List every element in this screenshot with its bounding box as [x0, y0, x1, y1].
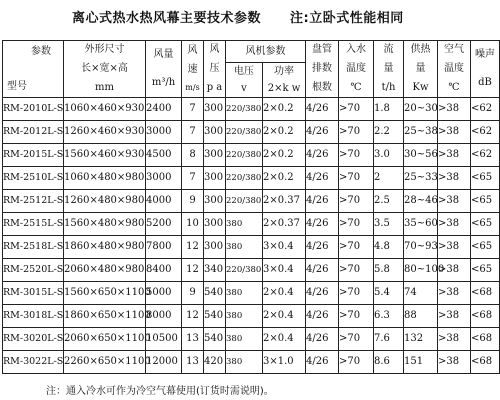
cell-noise: <68 — [471, 328, 500, 351]
cell-air-temp: >38 — [438, 236, 471, 259]
cell-air-temp: >38 — [438, 328, 471, 351]
cell-pressure: 420 — [204, 351, 226, 374]
cell-speed: 12 — [182, 259, 204, 282]
header-power-unit: 2×k w — [267, 82, 301, 94]
cell-pressure: 300 — [204, 213, 226, 236]
header-heat-unit: Kw — [412, 81, 429, 93]
cell-noise: <68 — [471, 305, 500, 328]
header-airflow-label: 风量 — [153, 49, 174, 60]
cell-voltage: 380 — [226, 236, 263, 259]
cell-heat: 88 — [404, 305, 438, 328]
header-pressure-label-2: 压 — [209, 62, 220, 74]
cell-heat: 80~100 — [404, 259, 438, 282]
cell-model: RM-2010L-S — [3, 98, 64, 121]
cell-airflow: 10500 — [146, 328, 182, 351]
cell-heat: 151 — [404, 351, 438, 374]
cell-size: 1560×650×1100 — [64, 282, 146, 305]
cell-flow: 3.0 — [374, 144, 404, 167]
cell-inlet-temp: >70 — [339, 144, 374, 167]
cell-coil: 4/26 — [306, 305, 339, 328]
cell-size: 2060×650×1100 — [64, 328, 146, 351]
cell-coil: 4/26 — [306, 282, 339, 305]
table-row — [3, 282, 500, 305]
cell-speed: 9 — [182, 282, 204, 305]
cell-air-temp: >38 — [438, 259, 471, 282]
cell-pressure: 300 — [204, 144, 226, 167]
cell-noise: <68 — [471, 351, 500, 374]
header-size — [64, 41, 146, 98]
cell-model: RM-2518L-S — [3, 236, 64, 259]
header-coil-tubes: 根数 — [312, 81, 332, 93]
header-heat-label-1: 供热 — [410, 44, 431, 56]
cell-flow: 5.8 — [374, 259, 404, 282]
table-row — [3, 167, 500, 190]
header-speed-label-2: 速 — [187, 63, 198, 75]
cell-airflow: 4500 — [146, 144, 182, 167]
cell-voltage: 220/380 — [226, 144, 263, 167]
cell-coil: 4/26 — [306, 259, 339, 282]
header-inlet-temp-unit: ℃ — [350, 81, 362, 93]
header-air-temp-unit: ℃ — [448, 81, 460, 93]
cell-model: RM-3015L-S — [3, 282, 64, 305]
cell-inlet-temp: >70 — [339, 167, 374, 190]
table-body — [3, 98, 500, 374]
table-row — [3, 121, 500, 144]
cell-model: RM-3020L-S — [3, 328, 64, 351]
document-title: 离心式热水热风幕主要技术参数 — [72, 11, 262, 26]
header-size-unit: mm — [95, 81, 114, 93]
cell-air-temp: >38 — [438, 282, 471, 305]
header-airflow-unit: m³/h — [151, 77, 176, 88]
cell-flow: 2 — [374, 167, 404, 190]
header-pressure — [204, 41, 226, 98]
table-row — [3, 305, 500, 328]
cell-model: RM-2510L-S — [3, 167, 64, 190]
cell-speed: 7 — [182, 121, 204, 144]
cell-heat: 25~33 — [404, 167, 438, 190]
cell-power: 2×0.2 — [263, 121, 306, 144]
cell-inlet-temp: >70 — [339, 351, 374, 374]
cell-speed: 10 — [182, 213, 204, 236]
cell-coil: 4/26 — [306, 213, 339, 236]
cell-air-temp: >38 — [438, 144, 471, 167]
cell-inlet-temp: >70 — [339, 236, 374, 259]
spec-table — [2, 40, 500, 374]
cell-voltage: 220/380 — [226, 259, 263, 282]
cell-flow: 3.5 — [374, 213, 404, 236]
cell-power: 2×0.4 — [263, 305, 306, 328]
cell-flow: 2.2 — [374, 121, 404, 144]
header-coil — [306, 41, 339, 98]
table-row — [3, 236, 500, 259]
cell-pressure: 340 — [204, 259, 226, 282]
cell-model: RM-2012L-S — [3, 121, 64, 144]
cell-noise: <65 — [471, 236, 500, 259]
cell-power: 2×0.37 — [263, 190, 306, 213]
cell-airflow: 8000 — [146, 305, 182, 328]
cell-airflow: 12000 — [146, 351, 182, 374]
cell-pressure: 540 — [204, 328, 226, 351]
cell-air-temp: >38 — [438, 167, 471, 190]
cell-voltage: 380 — [226, 328, 263, 351]
header-voltage — [226, 63, 263, 98]
cell-pressure: 300 — [204, 167, 226, 190]
header-heat — [404, 41, 438, 98]
header-flow-label-2: 量 — [383, 62, 394, 74]
header-speed-unit: m/s — [185, 83, 200, 93]
cell-coil: 4/26 — [306, 236, 339, 259]
header-speed-label-1: 风 — [187, 44, 198, 56]
cell-speed: 8 — [182, 144, 204, 167]
header-pressure-unit: p a — [206, 81, 223, 93]
cell-air-temp: >38 — [438, 98, 471, 121]
cell-model: RM-2512L-S — [3, 190, 64, 213]
cell-heat: 28~46 — [404, 190, 438, 213]
header-inlet-temp-label-2: 温度 — [346, 62, 366, 74]
header-heat-label-2: 量 — [415, 62, 426, 74]
cell-model: RM-2015L-S — [3, 144, 64, 167]
cell-size: 1860×650×1100 — [64, 305, 146, 328]
cell-flow: 5.4 — [374, 282, 404, 305]
header-power — [263, 63, 306, 98]
cell-inlet-temp: >70 — [339, 328, 374, 351]
table-row — [3, 144, 500, 167]
cell-power: 2×0.2 — [263, 144, 306, 167]
cell-size: 1260×460×930 — [64, 121, 146, 144]
header-param-model — [3, 41, 64, 98]
cell-flow: 7.6 — [374, 328, 404, 351]
cell-coil: 4/26 — [306, 167, 339, 190]
table-row — [3, 190, 500, 213]
cell-coil: 4/26 — [306, 144, 339, 167]
header-air-temp — [438, 41, 471, 98]
cell-size: 2260×650×1100 — [64, 351, 146, 374]
cell-flow: 4.8 — [374, 236, 404, 259]
cell-pressure: 540 — [204, 282, 226, 305]
cell-inlet-temp: >70 — [339, 259, 374, 282]
cell-noise: <68 — [471, 282, 500, 305]
cell-noise: <62 — [471, 98, 500, 121]
header-voltage-unit: v — [241, 82, 247, 94]
header-inlet-temp — [339, 41, 374, 98]
cell-power: 2×0.4 — [263, 328, 306, 351]
cell-air-temp: >38 — [438, 121, 471, 144]
cell-noise: <65 — [471, 259, 500, 282]
header-flow-unit: t/h — [381, 81, 396, 93]
cell-airflow: 3000 — [146, 121, 182, 144]
cell-speed: 13 — [182, 328, 204, 351]
cell-air-temp: >38 — [438, 213, 471, 236]
cell-airflow: 2400 — [146, 98, 182, 121]
cell-voltage: 380 — [226, 305, 263, 328]
cell-power: 3×0.4 — [263, 259, 306, 282]
footer-note: 注：通入冷水可作为冷空气幕使用(订货时需说明)。 — [46, 386, 274, 397]
cell-heat: 30~56 — [404, 144, 438, 167]
document-note-title: 注:立卧式性能相同 — [290, 11, 404, 26]
cell-noise: <65 — [471, 190, 500, 213]
header-fan: 风机参数 — [226, 41, 306, 63]
cell-inlet-temp: >70 — [339, 305, 374, 328]
cell-size: 1260×480×980 — [64, 190, 146, 213]
header-param: 参数 — [31, 46, 51, 57]
cell-heat: 35~60 — [404, 213, 438, 236]
cell-heat: 70~93 — [404, 236, 438, 259]
cell-heat: 25~38 — [404, 121, 438, 144]
cell-air-temp: >38 — [438, 190, 471, 213]
header-coil-rows: 排数 — [312, 62, 332, 74]
cell-voltage: 220/380 — [226, 167, 263, 190]
table-row — [3, 213, 500, 236]
header-flow — [374, 41, 404, 98]
table-row — [3, 351, 500, 374]
cell-coil: 4/26 — [306, 190, 339, 213]
cell-airflow: 8400 — [146, 259, 182, 282]
cell-speed: 7 — [182, 167, 204, 190]
header-voltage-label: 电压 — [234, 65, 254, 77]
cell-airflow: 3000 — [146, 167, 182, 190]
cell-speed: 13 — [182, 351, 204, 374]
cell-speed: 9 — [182, 190, 204, 213]
cell-size: 2060×480×980 — [64, 259, 146, 282]
cell-noise: <65 — [471, 213, 500, 236]
cell-coil: 4/26 — [306, 121, 339, 144]
cell-coil: 4/26 — [306, 98, 339, 121]
cell-heat: 20~30 — [404, 98, 438, 121]
cell-speed: 7 — [182, 98, 204, 121]
cell-size: 1560×480×980 — [64, 213, 146, 236]
cell-size: 1060×480×980 — [64, 167, 146, 190]
cell-voltage: 380 — [226, 351, 263, 374]
cell-power: 2×0.2 — [263, 167, 306, 190]
header-speed — [182, 41, 204, 98]
cell-noise: <62 — [471, 144, 500, 167]
header-air-temp-label-2: 温度 — [444, 62, 464, 74]
cell-coil: 4/26 — [306, 351, 339, 374]
cell-noise: <65 — [471, 167, 500, 190]
cell-flow: 1.8 — [374, 98, 404, 121]
cell-voltage: 380 — [226, 282, 263, 305]
cell-air-temp: >38 — [438, 305, 471, 328]
cell-voltage: 220/380 — [226, 121, 263, 144]
header-noise-unit: dB — [478, 77, 492, 88]
table-row — [3, 328, 500, 351]
cell-flow: 8.6 — [374, 351, 404, 374]
cell-model: RM-3022L-S — [3, 351, 64, 374]
cell-voltage: 380 — [226, 213, 263, 236]
header-noise-label: 噪声 — [475, 49, 495, 60]
cell-size: 1860×480×980 — [64, 236, 146, 259]
header-air-temp-label-1: 空气 — [444, 44, 464, 56]
header-size-label: 外形尺寸 — [84, 44, 125, 56]
cell-voltage: 220/380 — [226, 98, 263, 121]
cell-inlet-temp: >70 — [339, 98, 374, 121]
cell-pressure: 300 — [204, 236, 226, 259]
header-flow-label-1: 流 — [383, 44, 394, 56]
cell-pressure: 300 — [204, 190, 226, 213]
table-row — [3, 98, 500, 121]
cell-noise: <62 — [471, 121, 500, 144]
header-inlet-temp-label-1: 入水 — [346, 44, 366, 56]
cell-inlet-temp: >70 — [339, 190, 374, 213]
cell-power: 3×1.0 — [263, 351, 306, 374]
cell-airflow: 7800 — [146, 236, 182, 259]
header-airflow — [146, 41, 182, 98]
cell-heat: 74 — [404, 282, 438, 305]
header-power-label: 功率 — [274, 65, 294, 77]
cell-size: 1060×460×930 — [64, 98, 146, 121]
cell-inlet-temp: >70 — [339, 282, 374, 305]
cell-airflow: 5000 — [146, 282, 182, 305]
cell-speed: 12 — [182, 236, 204, 259]
cell-flow: 6.3 — [374, 305, 404, 328]
header-model: 型号 — [7, 81, 27, 92]
header-size-dims: 长×宽×高 — [81, 62, 128, 74]
cell-model: RM-3018L-S — [3, 305, 64, 328]
cell-model: RM-2520L-S — [3, 259, 64, 282]
cell-voltage: 220/380 — [226, 190, 263, 213]
cell-power: 2×0.4 — [263, 282, 306, 305]
header-pressure-label-1: 风 — [209, 44, 220, 56]
cell-pressure: 300 — [204, 121, 226, 144]
header-noise — [471, 41, 500, 98]
table-row — [3, 259, 500, 282]
cell-airflow: 5200 — [146, 213, 182, 236]
cell-size: 1560×460×930 — [64, 144, 146, 167]
table-header — [3, 41, 500, 98]
header-coil-label: 盘管 — [312, 44, 332, 56]
cell-coil: 4/26 — [306, 328, 339, 351]
cell-inlet-temp: >70 — [339, 121, 374, 144]
cell-air-temp: >38 — [438, 351, 471, 374]
cell-model: RM-2515L-S — [3, 213, 64, 236]
cell-power: 3×0.4 — [263, 236, 306, 259]
cell-pressure: 540 — [204, 305, 226, 328]
cell-pressure: 300 — [204, 98, 226, 121]
cell-inlet-temp: >70 — [339, 213, 374, 236]
cell-flow: 2.5 — [374, 190, 404, 213]
cell-power: 2×0.2 — [263, 98, 306, 121]
cell-power: 2×0.37 — [263, 213, 306, 236]
cell-heat: 132 — [404, 328, 438, 351]
cell-airflow: 4000 — [146, 190, 182, 213]
cell-speed: 12 — [182, 305, 204, 328]
